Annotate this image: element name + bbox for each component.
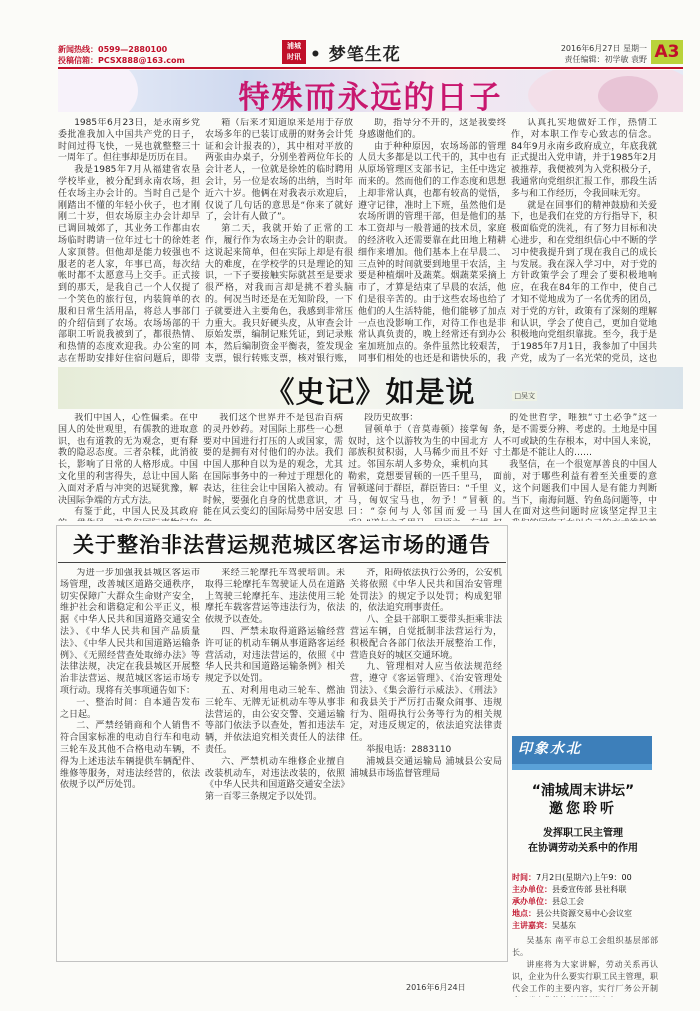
lecture-time: 时间：7月2日(星期六)上午9：00 (512, 873, 632, 882)
paragraph: 五、对利用电动三轮车、燃油三轮车、无牌无证机动车等从事非法营运的，由公安交警、交通运输等部门依法予以查处，暂扣违法车辆，并依法追究相关责任人的法律责任。 (205, 685, 345, 755)
notice-title: 关于整治非法营运规范城区客运市场的通告 (73, 532, 491, 557)
section-title: • 梦笔生花 (310, 45, 401, 65)
paragraph: 我们这个世界并不是包治百病的灵丹妙药。对国际上那些一心想要对中国进行打压的人或国家，需要的是拥有对付他们的办法。我们中国人那种自以为是的观念，尤其在国际事务中的一种过于理想化的表达，往往会让中国陷入被动。有时候，要强化自身的忧患意识，才能在风云变幻的国际局势中居安思 (203, 413, 343, 518)
lecture-topic-2: 在协调劳动关系中的作用 (528, 843, 638, 854)
paragraph: 讲座将为大家讲解，劳动关系再认识，企业为什么要实行职工民主管理，职代会工作的主要内容，实行厂务公开制 (512, 960, 658, 993)
lecture-invitation (512, 782, 654, 856)
article1-column-3 (358, 118, 506, 363)
article2-column-3 (348, 413, 488, 521)
article1-title: 特殊而永远的日子 (238, 80, 503, 112)
paragraph: 四、严禁未取得道路运输经营许可证的机动车辆从事道路客运经营活动，对违法营运的，依照《中华人民共和国道路运输条例》相关规定予以处罚。 (205, 626, 345, 685)
paragraph: 吴基东 南平市总工会组织基层部部长。 (512, 936, 658, 957)
article1-banner (58, 70, 683, 112)
paragraph: 来经三轮摩托车驾驶培训。未取得三轮摩托车驾驶证人员在道路上驾驶三轮摩托车、违法使用三轮摩托车载客营运等违法行为，依法依规予以查处。 (205, 568, 345, 626)
paragraph: 我们中国人，心性偏柔。在中国人的处世观里，有儒教的进取意识，也有道教的无为观念，更有释教的隐忍态度。三者杂糅，此消彼长，影响了日常的人格形成。中国文化里的利害得失，总让中国人陷入面对矛盾与冲突的迟疑犹豫，解决国际争端的方式方法。 (58, 413, 198, 506)
paragraph: 箱（后来才知道原来是用于存放农场多年的已装订成册的财务会计凭证和会计报表的），其中相对平放的两张由办桌子，分别坐着两位年长的会计老人，一位就是徐姓的临时聘用会计，另一位是农场的出纳，当时年近六十岁。他俩在对我表示欢迎后，仅说了几句话的意思是“你来了就好了，会计有人做了”。 (205, 118, 353, 223)
paragraph: 助，指导分不开的，这是我要终身感谢他们的。 (358, 118, 506, 140)
article2-title: 《史记》如是说 (265, 375, 476, 409)
article2-column-2 (203, 413, 343, 521)
logo-stripe (512, 764, 652, 770)
invitation-subtitle: 邀您聆听 (549, 801, 617, 817)
paragraph: 举报电话：2883110 (366, 744, 452, 755)
paragraph: 1985年6月23日，是永南乡党委批准我加入中国共产党的日子，时间过得飞快，一晃也就整整三十一周年了。但往事却是历历在目。 (58, 118, 200, 164)
paragraph: 二、严禁经销商和个人销售不符合国家标准的电动自行车和电动三轮车及其他不合格电动车辆，不得为上述违法车辆提供车辆配件、维修等服务，对违法经营的，依法依规予以严厉处罚。 (60, 721, 200, 791)
paragraph: 为进一步加强我县城区客运市场管理，改善城区道路交通秩序，切实保障广大群众生命财产安全，维护社会和谐稳定和公平正义，根据《中华人民共和国道路交通安全法》、《中华人民共和国产品质量法》、《中华人民共和国道路运输条例》、《无照经营查处取缔办法》等法律法规，决定在我县城区开展整治非法营运、规范城区客运市场专项行动。现将有关事项通告如下： (60, 568, 200, 696)
article2-column-1 (58, 413, 198, 521)
paragraph: 有鉴于此，中国人民及其政府 (74, 507, 198, 518)
notice-column-1 (60, 568, 200, 958)
masthead-meta (561, 43, 647, 65)
paper-logo (282, 40, 306, 64)
notice-column-3 (350, 568, 502, 928)
paragraph: 我是1985年7月从福建省农垦学校毕业，被分配到永南农场，担任农场主办会计的。当时自己是个刚踏出不懂的年轻小伙子，也才刚刚二十岁，但农场原主办会计却早已调回城郊了，其业务工作都由农场临时聘请一位年过七十的徐姓老人家顶替。但他却是能力较强也不服老的老人家，年事已高，每次结帐时都不太愿意马上交手。正式接到的那天，是我自己一个人仅提了一个笑色的旅行包，内装简单的衣服和日常生活用品，将总人事部门的介绍信到了农场。农场场部的干部职工听说我被到了，都很热情、和热情的态度欢迎我。办公室的同志在帮助安排好住宿问题后，即带 (58, 165, 200, 363)
article2-author: □吴文 (514, 392, 535, 400)
paragraph: 一、整治时间：自本通告发布之日起。 (60, 697, 200, 720)
column-logo (512, 736, 652, 770)
paragraph: 八、全县干部职工要带头拒乘非法营运车辆，自觉抵制非法营运行为，积极配合各部门依法开展整治工作，营造良好的城区交通环境。 (350, 615, 502, 661)
issue-date: 2016年6月27日 星期一 (560, 44, 647, 53)
logo-line-2: 时讯 (287, 53, 301, 61)
paragraph: 齐，阳碍依法执行公务的，公安机关将依照《中华人民共和国治安管理处罚法》的规定予以处罚；构成犯罪的，依法追究刑事责任。 (350, 568, 502, 614)
paragraph: 六、严禁机动车维修企业擅自改装机动车，对违法改装的，依照《中华人民共和国道路交通安全法》第一百零三条规定予以处罚。 (205, 756, 345, 803)
speaker-bio (512, 935, 658, 997)
paragraph: 冒顿单于（音莫毒顿）接掌匈奴时，这个以游牧为生的中国北方部族积贫积弱，人马稀少而且不好过。邻国东胡人多势众，乘机向其勒索，竟想要冒顿的一匹千里马，冒顿遂问于群臣，群臣皆曰：“千里马，匈奴宝马也，勿予！”冒顿曰：“奈何与人邻国而爱一马 (348, 424, 488, 518)
page-number: A3 (651, 40, 683, 64)
logo-line-1: 浦城 (287, 42, 301, 50)
paragraph: 第二天，我就开始了正常的工作，履行作为农场主办会计的职责。这说起来简单，但在实际上却是有很大的难度，在学校学的只是理论的知识，一下子要接触实际就甚至是要求很严格，对我而言却是挑不着头脑的。何况当时还是在无知阶段，一下子就要进入主要角色，我感到非常压力重大。我只好硬头皮，从审查会计原始发票，编制记账凭证，到记录账本，然后编制资金平衡表，签发现金支票，银行转账支票，核对银行账， (205, 224, 353, 363)
hotline: 新闻热线：0599—2880100 (58, 45, 168, 54)
editors: 责任编辑：初学敏 袁野 (564, 55, 647, 64)
paragraph: 由于种种原因，农场场部的管理人员大多都是以工代干的，其中也有从原场管理区支部书记，主任中选定而来的。然而他们的工作态度和思想上却非常认真，也都有较高的觉悟，遵守记律，准时上下班，虽然他们是农场所谓的管理干部，但是他们的基本工资却与一般普通的技术员，家庭的经济收入还需要靠在此田地上精耕细作来增加。他们基本上在早晨二、三点钟的时间就要到地里干农活，主要是种植烟叶及蔬菜。烟蔬菜采摘上市了，才算是结束了早晨的农活，他们是很辛苦的。由于这些农场也给了他们的人生活特能，他们能够了加点一点也没影响工作，对待工作也是非常认真负责的，晚上经常还有到办公室加班加点的。条件虽然比较艰苦，同事们相处的也还是和谐快乐的，我 (358, 141, 506, 363)
lecture-details (512, 872, 658, 932)
lecture-host: 主办单位：县委宣传部 县社科联 (512, 885, 627, 894)
masthead-rule (58, 67, 683, 69)
article1-column-4 (511, 118, 657, 363)
paragraph: 我坚信，在一个很宽厚善良的中国人面前，对于哪些利益有着至关重要的意义，这个问题我们中国人是有能力判断的。当下，南海问题、钓鱼岛问题等，中国人在面对这些问题时应该坚定捍卫主 (493, 460, 657, 518)
lecture-venue: 地点：县公共资源交易中心会议室 (512, 909, 632, 918)
lecture-speaker: 主讲嘉宾：吴基东 (512, 921, 576, 930)
article1-column-2 (205, 118, 353, 363)
notice-rule (58, 562, 506, 563)
submission-email: 投稿信箱：PCSX888@163.com (58, 56, 185, 65)
paragraph: 浦城县交通运输局 浦城县公安局 浦城县市场监督管理局 (350, 756, 502, 779)
article1-column-1 (58, 118, 200, 363)
paragraph: 认真扎实地做好工作，热情工作，对本职工作专心致志的信念。84年9月永南乡政府成立，年底我就正式提出入党申请，并于1985年2月被推荐，我便被列为入党积极分子，我通常向党组织汇报工作，那段生活多与和工作经历，令我回味无穷。 (511, 118, 657, 199)
masthead-contact (58, 44, 185, 66)
column-logo-text: 印象水北 (518, 741, 582, 757)
invitation-title: “浦城周末讲坛” (531, 783, 635, 799)
masthead (58, 40, 683, 70)
paragraph: 段历史故事： (364, 413, 419, 423)
paragraph: 的处世哲学，唯独“寸土必争”这一条，是不需要分辨、考虑的。土地是中国人不可或缺的生存根本，对中国人来说，寸土都是不能让人的…… (493, 413, 657, 459)
lecture-coorganizer: 承办单位：县总工会 (512, 897, 584, 906)
paragraph: 就是在回事们的精神鼓励和关爱下，也是我们在党的方行指导下，积极面临党的洗礼，有了努力目标和决心进步，和在党组织信心中不断的学习中使我提升到了现在我自己的成长与发展。我在深入学习中，对于党的方针政策学会了理会了要积极地响应，在我在84年的工作中，使自己才知不觉地成为了一名优秀的团员，对于党的方针，政策有了深刻的理解和认识，学会了使自己，更加自觉地积极地向党组织靠拢。至今，我于是于1985年7月1日，我参加了中国共产党，成为了一名光荣的党员，这也 (511, 200, 657, 363)
lecture-topic-1: 发挥职工民主管理 (543, 828, 623, 839)
article2-banner (58, 367, 683, 409)
paragraph: 九、管理相对人应当依法规范经营，遵守《客运管理》、《治安管理处罚法》、《集会游行示威法》、《刑法》和我县关于严厉打击聚众闹事、违规行为、阻碍执行公务等行为的相关规定，对违反规定的，依法追究法律责任。 (350, 662, 502, 744)
article2-column-4 (493, 413, 657, 521)
notice-date: 2016年6月24日 (406, 983, 466, 992)
notice-column-2 (205, 568, 345, 958)
